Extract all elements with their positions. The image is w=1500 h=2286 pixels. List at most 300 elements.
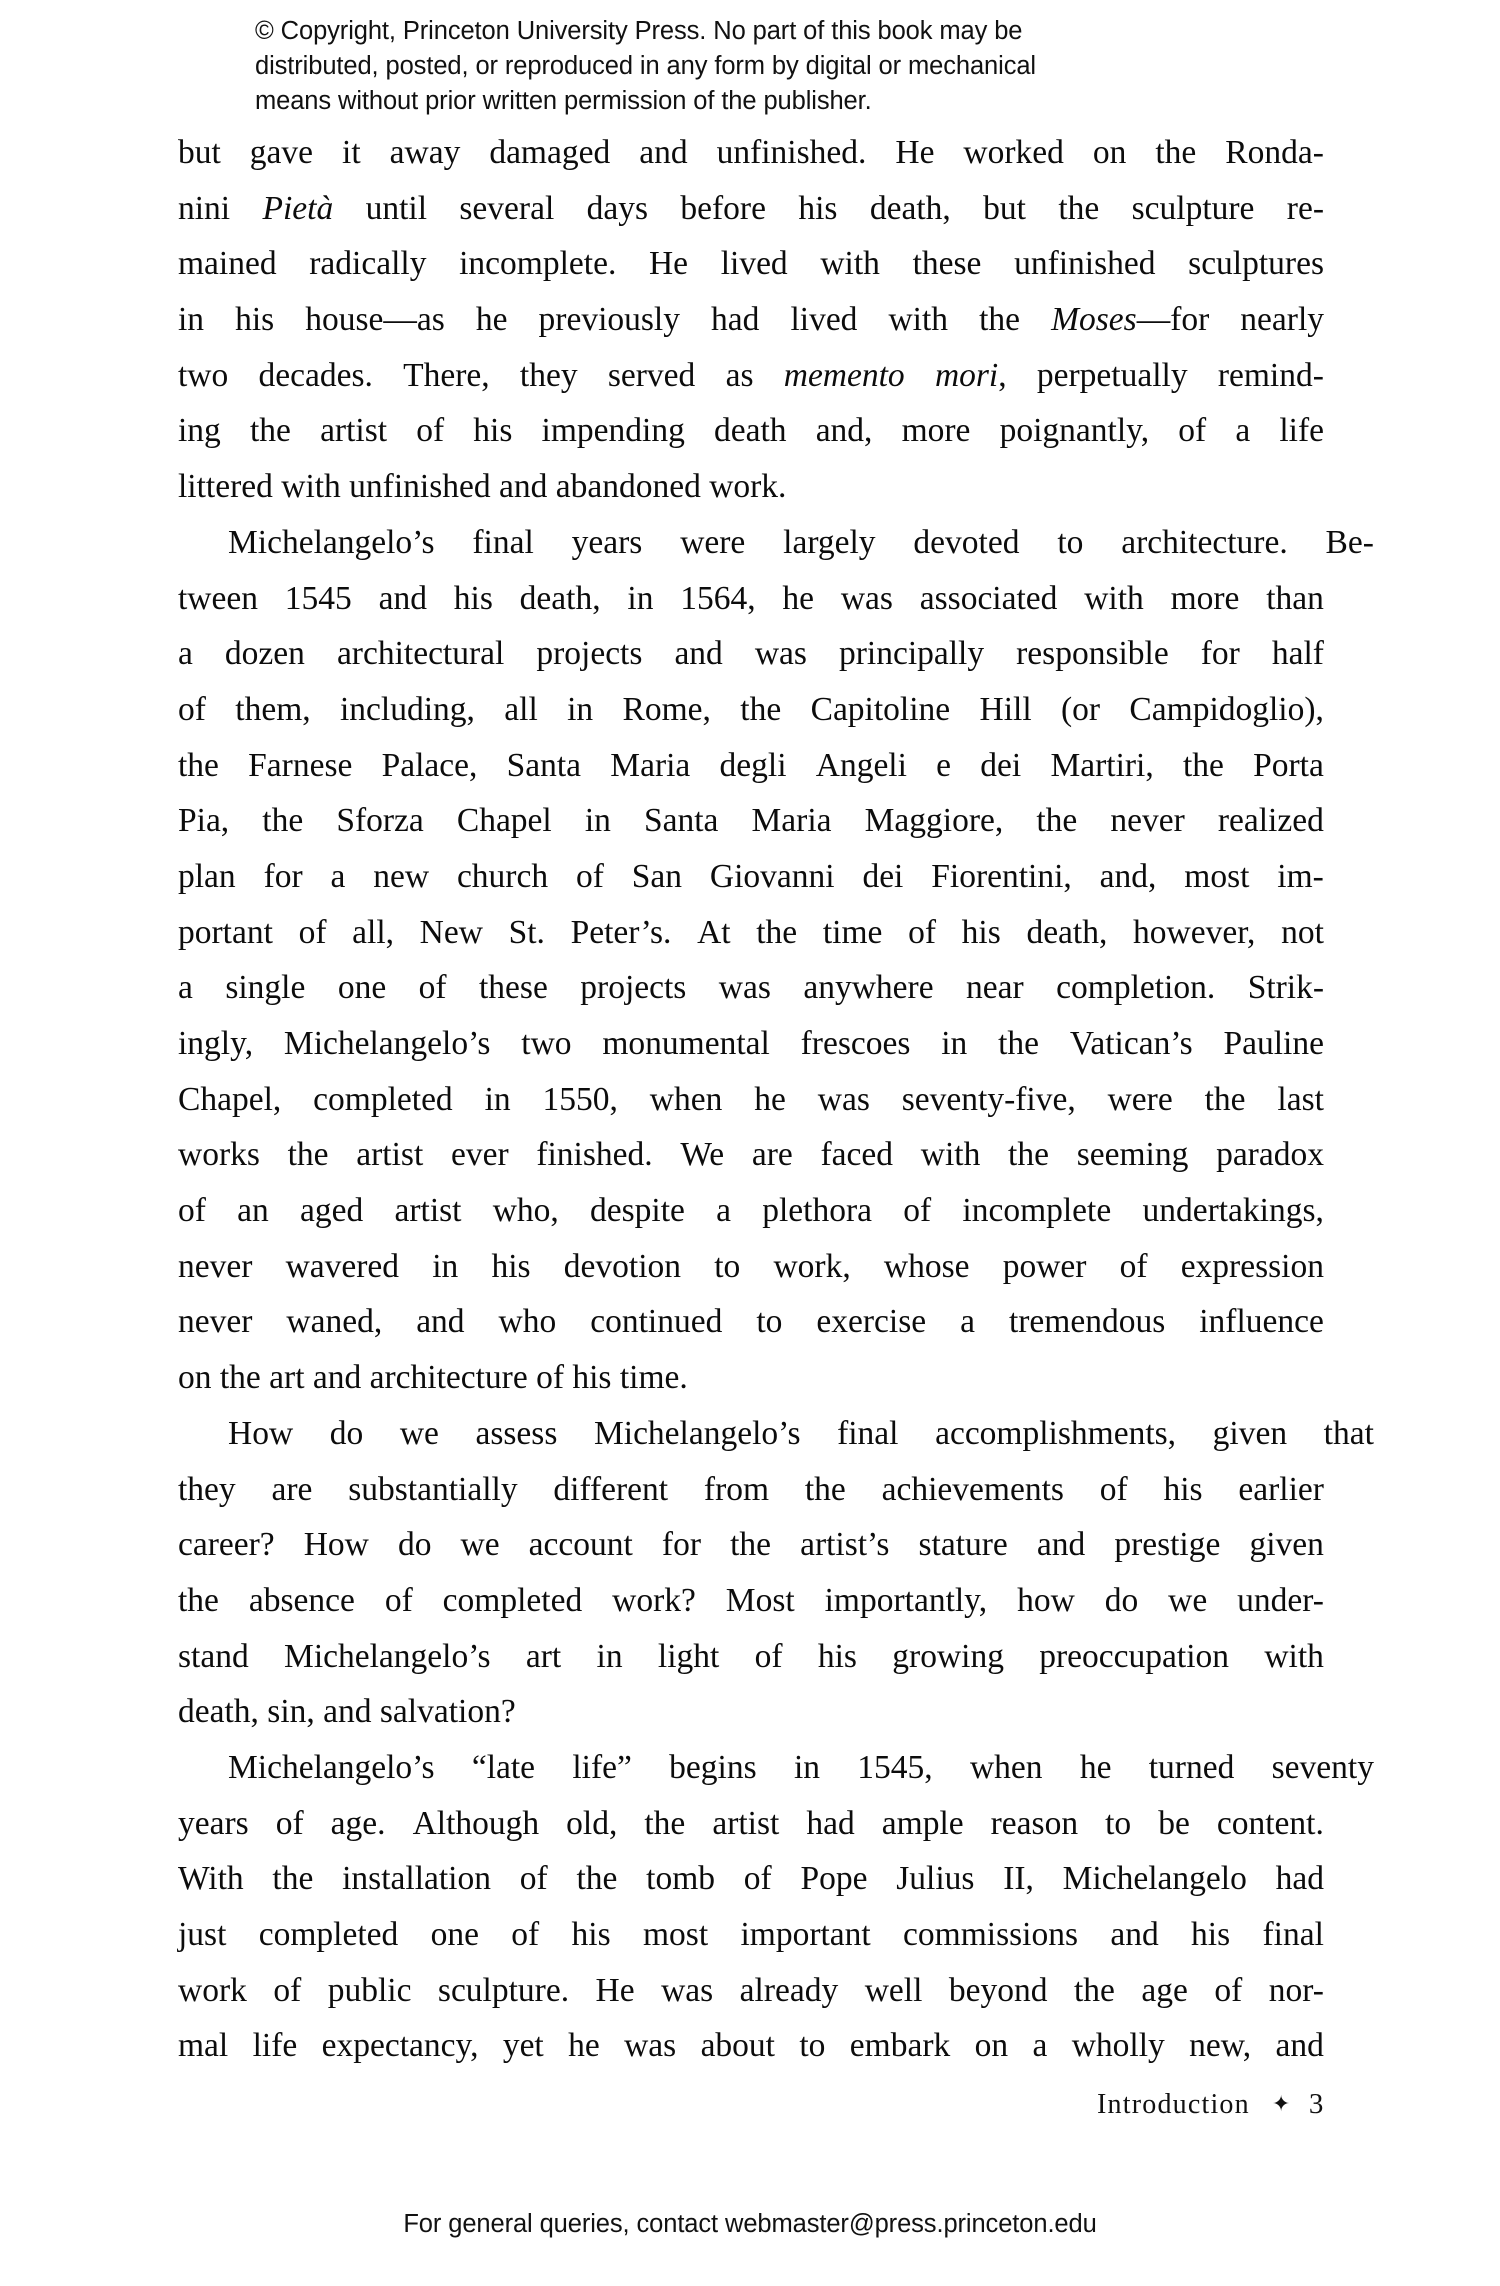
word [1272,626,1324,682]
word [249,1573,355,1629]
word-part: importantly, [824,1581,988,1619]
text-line [178,292,1324,348]
word-part: degli [719,746,787,784]
word-part: when [649,1080,723,1118]
word [1218,793,1324,849]
word-part: 1545, [857,1748,933,1786]
word-part: to [1105,1804,1132,1842]
word-part: single [225,969,306,1007]
word-part: ing [178,412,221,450]
word-part: undertakings, [1142,1192,1324,1230]
word [285,571,352,627]
word-part: Hill [979,690,1032,728]
word [1121,515,1287,571]
word [507,738,581,794]
word-part: was [661,1971,714,2009]
word [1133,905,1255,961]
word [896,1851,974,1907]
word-part: power [1002,1247,1087,1285]
text-line [178,960,1324,1016]
word-part: of [1099,1470,1128,1508]
word [991,1796,1078,1852]
word [328,1963,412,2019]
word [650,1072,723,1128]
word [520,348,578,404]
word [1051,292,1209,348]
word-part: Sforza [336,802,424,840]
word-part: to [714,1247,741,1285]
word [1056,960,1215,1016]
line-part: until [365,189,428,227]
word [594,1406,801,1462]
word-part: time [822,913,883,951]
word-part: all [504,690,538,728]
word-part: Michelangelo [1062,1860,1247,1898]
word-part: public [327,1971,412,2009]
word [1050,738,1153,794]
word [309,236,426,292]
word [419,960,447,1016]
text-line [178,403,1324,459]
word [1016,626,1169,682]
word-part: in [584,802,611,840]
word [1201,626,1240,682]
word [658,1629,719,1685]
word [178,1127,260,1183]
word-part: continued [590,1303,723,1341]
text-line [178,181,1324,237]
word-part: more [1170,579,1240,617]
word [432,1239,458,1295]
word-part: seeming [1076,1136,1189,1174]
word [1100,849,1157,905]
word [1142,1183,1323,1239]
word-part: unfinished. [716,134,867,171]
word [661,1963,713,2019]
word-part: in [567,690,594,728]
word-part: the [756,913,798,951]
word-part: “late [471,1748,536,1786]
word [627,571,653,627]
word [1235,403,1250,459]
word-part: St. [508,913,545,951]
word [1017,1573,1075,1629]
word-part: completed [258,1916,399,1953]
word [960,1294,975,1350]
word [935,1406,1176,1462]
line-part: in [178,301,205,339]
word [178,571,258,627]
word-part: given [1249,1526,1324,1564]
footer-chapter-label: Introduction [1097,2089,1250,2120]
word [313,1072,453,1128]
word-part: the [1073,1971,1115,2009]
word [680,571,755,627]
word [712,1796,779,1852]
word-part: he [1079,1748,1112,1786]
word [980,682,1032,738]
word-part: Palace, [381,746,478,784]
word [839,626,984,682]
word-part: death, [1026,913,1108,951]
word-part: architectural [336,635,505,673]
word [1080,1740,1112,1796]
line-part: the [1058,189,1100,227]
general-queries-notice: For general queries, contact webmaster@press.princeton.edu [403,2210,1097,2238]
word [719,960,771,1016]
word [800,1517,889,1573]
word [716,1183,731,1239]
word-part: preoccupation [1039,1637,1230,1675]
word [820,236,880,292]
word [755,626,807,682]
word [492,1239,531,1295]
line-part: but [983,189,1026,227]
word-part: seventy [1271,1748,1374,1786]
word-part: completion. [1056,969,1216,1007]
word-part: work? [612,1581,696,1619]
text-line [178,1016,1324,1072]
word-part: life” [572,1748,632,1786]
word-part: Pope [800,1860,868,1898]
word [585,793,611,849]
line-part: he [475,301,508,339]
line-part: —for [1136,301,1210,339]
text-line [178,1462,1324,1518]
word-part: was [718,969,771,1007]
word [782,571,814,627]
copyright-line-3: means without prior written permission of the publisher. [255,87,872,115]
text-line [178,626,1324,682]
line-part: re- [1286,189,1324,227]
line-part: house—as [305,301,445,339]
footer-separator-icon: ✦ [1271,2091,1291,2116]
word [472,515,533,571]
word [998,1016,1039,1072]
word [416,403,444,459]
line-part: , [998,356,1007,394]
word [1181,1239,1324,1295]
word [1009,1294,1165,1350]
word-part: well [864,1971,923,2009]
word [717,125,867,181]
word [798,181,837,237]
word-part: finished. [536,1136,653,1174]
word-part: for [1200,635,1240,673]
paragraph [178,125,1324,515]
word-part: Pauline [1223,1025,1324,1062]
word [1003,1239,1087,1295]
word [438,1963,569,2019]
word-part: had [806,1804,855,1842]
word-part: the [576,1860,618,1898]
word [1074,1963,1115,2019]
word [228,515,435,571]
text-line [178,1183,1324,1239]
word [1149,1740,1235,1796]
word [1155,125,1196,181]
word [1205,1072,1246,1128]
word [1237,1573,1324,1629]
word-part: age. [330,1804,386,1842]
word [882,1796,964,1852]
word-part: e [936,746,952,784]
word-part: the [1008,1136,1049,1174]
word [1110,793,1184,849]
word-part: whose [883,1247,970,1285]
word-part: seventy-five, [901,1080,1076,1118]
text-line [178,1573,1324,1629]
word-part: than [1266,579,1324,617]
word-part: on [974,2027,1009,2065]
word [755,1629,783,1685]
line-part: nearly [1240,301,1324,339]
word [602,1016,769,1072]
text-line [178,571,1324,627]
word [576,849,604,905]
text-line [178,1294,1324,1350]
word-part: achievements [881,1470,1064,1508]
word-part: II, [1003,1860,1034,1898]
word-part: embark [849,2027,951,2065]
word-part: in [596,1637,623,1675]
line-part: they [519,356,578,394]
word-part: account [528,1526,633,1564]
text-line [178,348,1324,404]
word [821,1127,894,1183]
word-part: his [473,412,513,450]
word [1032,2018,1047,2074]
word [935,348,1007,404]
word [1014,236,1155,292]
word [237,1183,269,1239]
word-part: Michelangelo’s [228,1748,435,1786]
word [1275,2018,1323,2074]
word [1279,403,1324,459]
word-part: and [378,579,427,617]
word [913,236,982,292]
word [1036,793,1077,849]
word [680,181,766,237]
italic-title-pieta: Pietà [262,189,334,227]
text-line [178,1851,1324,1907]
word-part: artist [394,1192,462,1230]
word [178,292,204,348]
word [178,738,219,794]
word [680,1127,724,1183]
word [420,905,483,961]
word [1171,571,1240,627]
word [1225,125,1324,181]
word-part: Ronda- [1225,134,1324,171]
word-part: associated [919,579,1058,617]
word-part: accomplishments, [935,1414,1177,1452]
word [1272,1740,1374,1796]
word [862,849,903,905]
word [865,793,1004,849]
word [178,1462,236,1518]
word-part: death, [519,579,601,617]
word [816,738,907,794]
word [473,403,512,459]
word-part: frescoes [800,1025,911,1062]
word-part: despite [590,1192,685,1230]
word-part: that [1323,1414,1374,1452]
word [178,125,221,181]
word-part: in [484,1080,511,1118]
word-part: be [1158,1804,1190,1842]
word-part: monumental [602,1025,770,1062]
word [1026,905,1107,961]
word [1287,181,1324,237]
word [963,125,1063,181]
word [284,1629,491,1685]
word [865,1963,923,2019]
word-part: artist’s [800,1526,890,1564]
word-part: and, [815,412,873,450]
word [566,1796,617,1852]
word [903,1183,931,1239]
word [264,849,303,905]
word [178,403,221,459]
word [1070,1016,1193,1072]
word-part: final [837,1414,899,1452]
word-part: influence [1199,1303,1324,1341]
word [825,1573,988,1629]
word [178,1629,249,1685]
text-line: on the art and architecture of his time. [178,1359,688,1397]
word-part: never [178,1247,253,1285]
word [1262,1907,1323,1963]
word [1277,849,1324,905]
word-part: faced [820,1136,894,1174]
word-part: with [920,1136,981,1174]
word-part: principally [838,635,985,673]
word-part: Farnese [248,746,353,784]
word-part: Pia, [178,802,230,840]
word [340,682,475,738]
line-part: his [798,189,838,227]
word-part: the [249,412,291,450]
word [596,1963,635,2019]
word [1183,738,1224,794]
word-part: of [298,913,327,951]
word-part: substantially [348,1470,518,1508]
word [816,403,873,459]
word-part: of [178,690,206,728]
word [850,2018,950,2074]
word-part: Michelangelo’s [228,523,435,561]
word [286,1239,399,1295]
word [841,571,893,627]
word [390,125,461,181]
text-line [178,1796,1324,1852]
word-part: of [1214,1971,1243,2009]
word [1158,1796,1190,1852]
word-part: however, [1133,913,1256,951]
word-part: he [754,1080,786,1118]
word [1084,571,1144,627]
word-part: absence [248,1581,355,1619]
word-part: damaged [489,134,611,171]
word-part: 1564, [680,579,756,617]
word [553,1462,668,1518]
word-part: the [1155,134,1197,171]
text-line [178,236,1324,292]
line-part: perpetually [1036,356,1188,394]
word [178,181,230,237]
word [711,292,759,348]
word-part: we [399,1414,439,1452]
word [529,1517,633,1573]
word-part: and, [1099,857,1157,895]
word-part: Santa [506,746,582,784]
word-part: are [271,1470,313,1508]
text-line [178,2018,1324,2074]
word-part: Rome, [622,690,711,728]
word [476,292,508,348]
word-part: he [782,579,815,617]
word [612,1573,696,1629]
word [253,2018,298,2074]
word [576,1851,617,1907]
word [259,1907,399,1963]
word [273,1963,301,2019]
word-part: assess [475,1414,558,1452]
word-part: away [389,134,461,171]
word [272,1851,313,1907]
page-number: 3 [1308,2088,1324,2120]
word [284,1016,491,1072]
word-part: these [479,969,548,1007]
line-part: as [725,356,754,394]
word [431,1907,479,1963]
word-part: his [961,913,1001,951]
word-part: with [1084,579,1144,617]
word [752,1127,793,1183]
word-part: wavered [285,1247,400,1285]
word-part: Peter’s. [570,913,672,951]
word [1216,1127,1324,1183]
word [669,1740,756,1796]
word-part: with [820,245,880,283]
word [801,1016,911,1072]
word [454,571,493,627]
word [493,1183,559,1239]
word-part: of [903,1192,932,1230]
word-part: was [754,635,807,673]
word-part: the [178,746,219,784]
word [178,793,229,849]
line-part: before [680,189,766,227]
word-part: one [337,969,387,1007]
word [870,181,951,237]
word [567,682,593,738]
word-part: to [799,2027,826,2065]
word-part: work [178,1971,247,2009]
word [1003,1851,1034,1907]
word-part: of [178,1192,206,1230]
word [225,960,305,1016]
word [697,905,731,961]
word [459,181,554,237]
word [348,1462,517,1518]
word [504,682,537,738]
text-line [178,1629,1324,1685]
word [288,1127,329,1183]
word [1217,1796,1324,1852]
word [587,181,648,237]
